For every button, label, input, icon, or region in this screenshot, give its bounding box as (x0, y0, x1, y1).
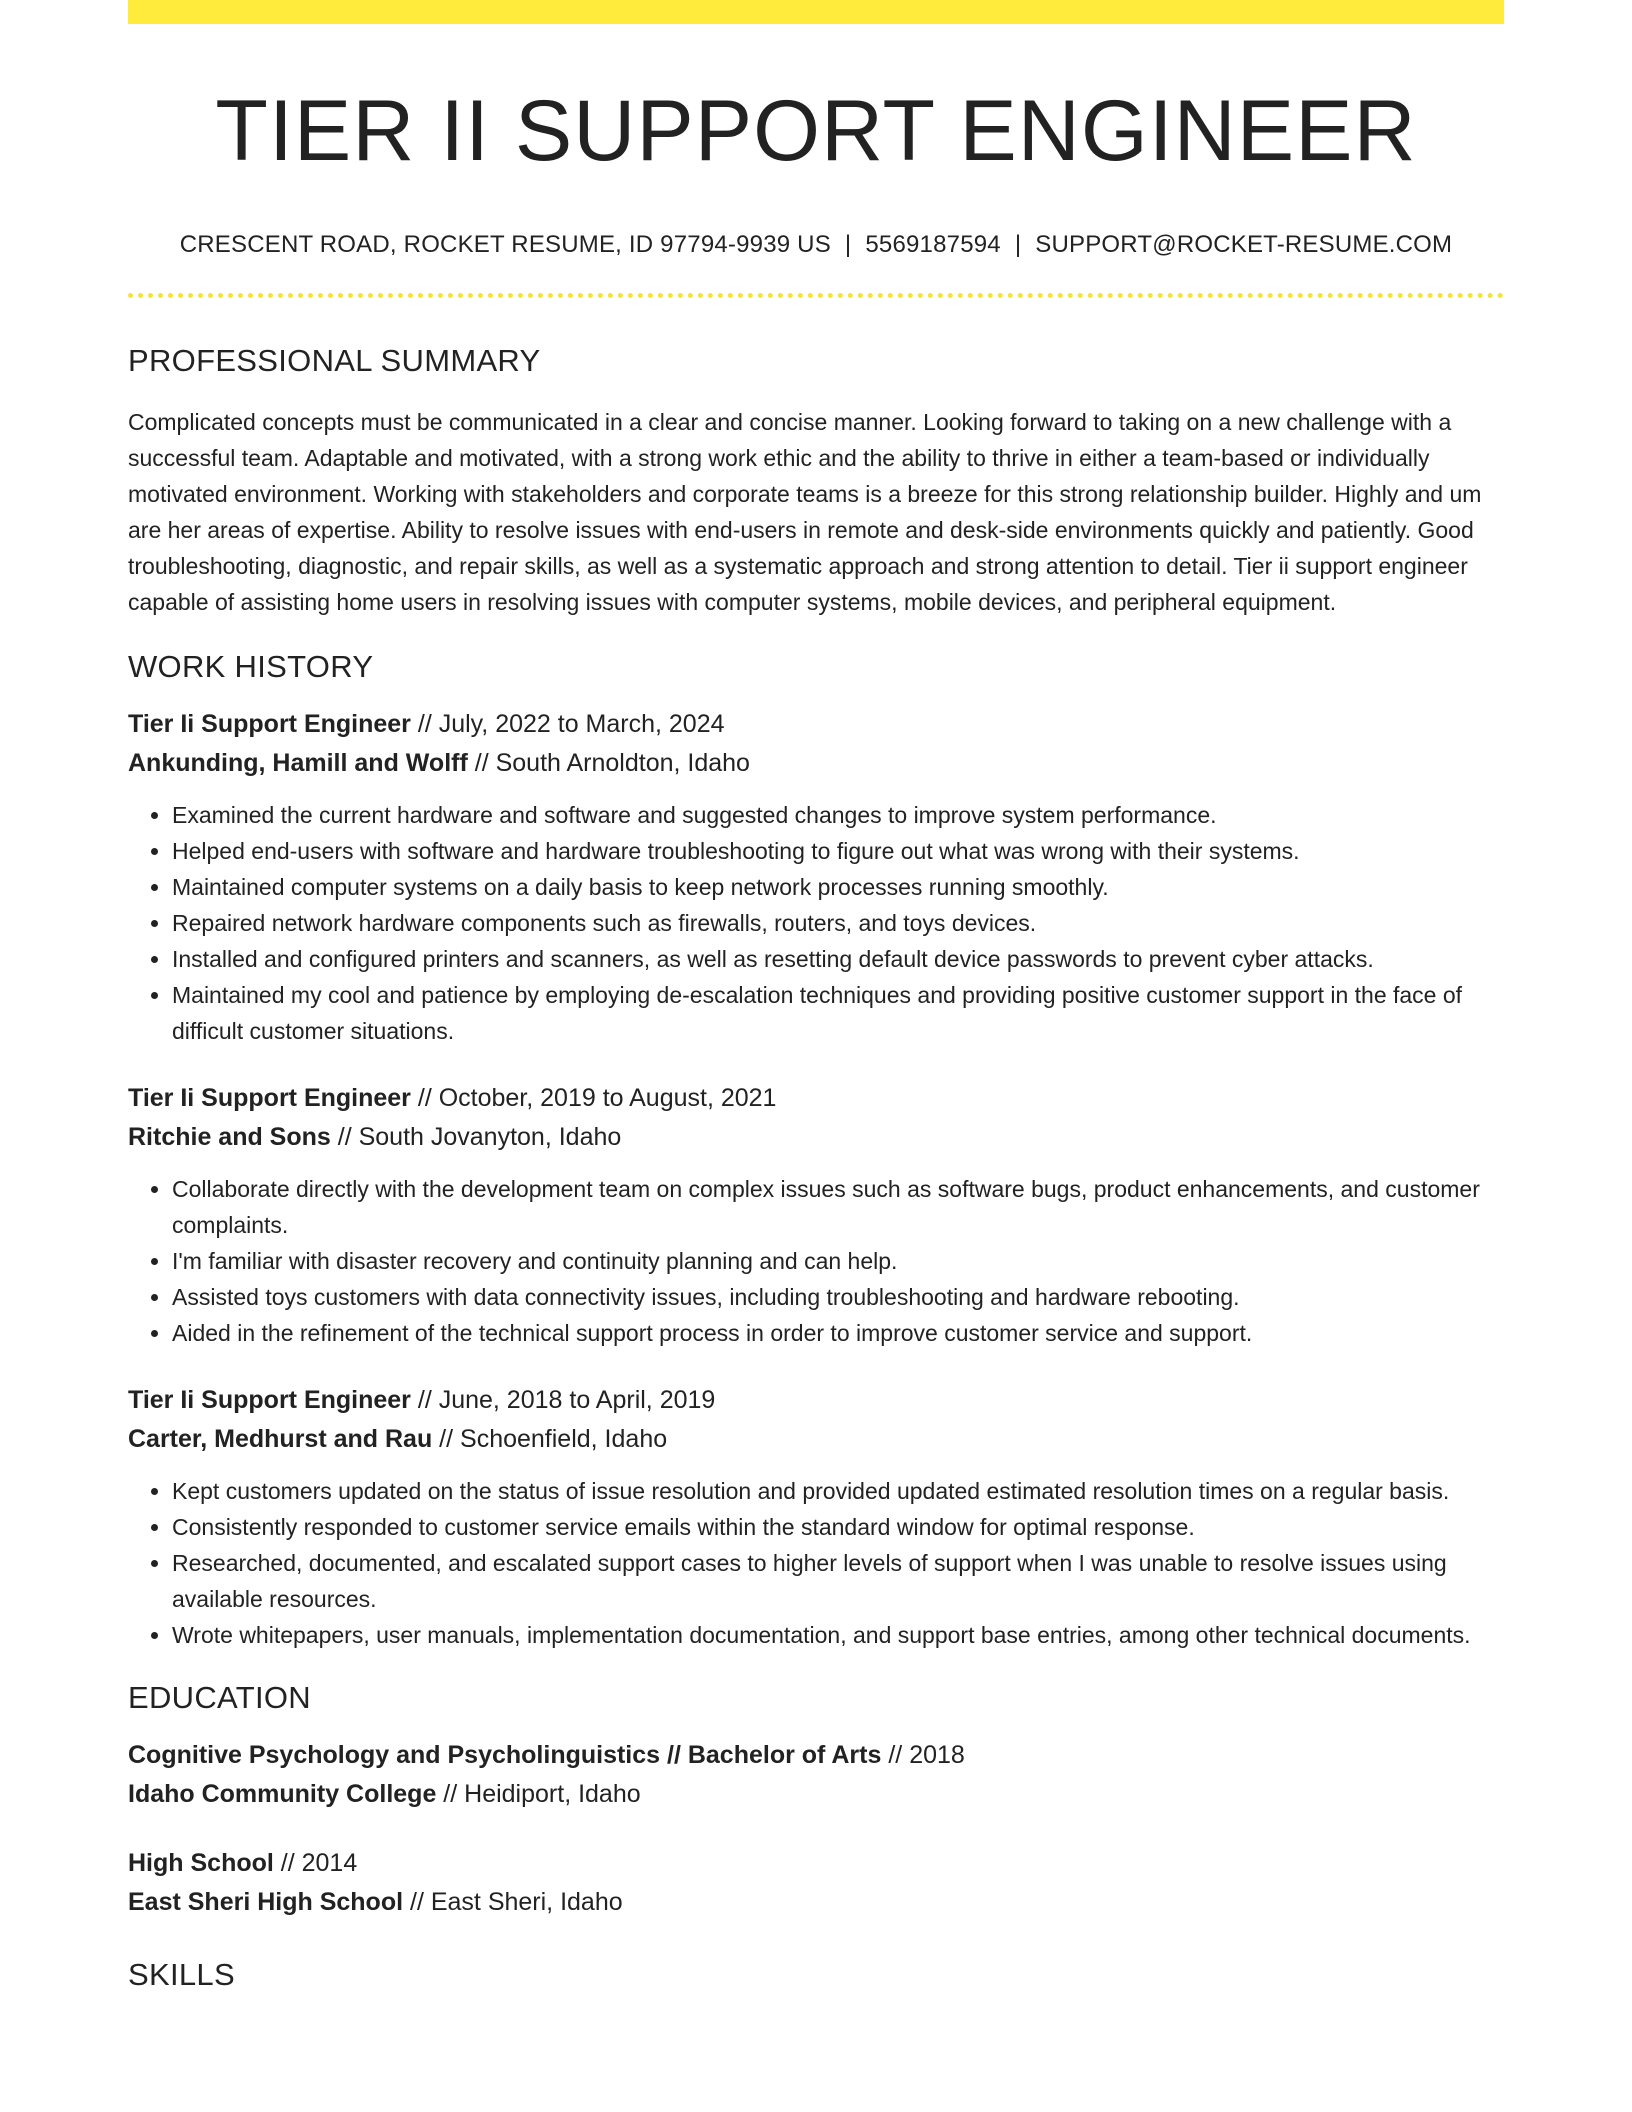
contact-phone: 5569187594 (865, 230, 1001, 258)
job-company-line (128, 1420, 1504, 1459)
education-school-line (128, 1883, 1504, 1922)
job-dates: // October, 2019 to August, 2021 (410, 1083, 777, 1112)
contact-line (128, 231, 1504, 260)
job-title-line (128, 1079, 1504, 1118)
job-entry (128, 1381, 1504, 1653)
job-bullet: • Maintained my cool and patience by employing de-escalation techniques and providing positive customer support in the face of difficult customer situations. (172, 977, 1504, 1049)
education-degree-line (128, 1736, 1504, 1775)
education-school: Idaho Community College (128, 1779, 437, 1808)
contact-separator: | (844, 230, 852, 258)
work-history-heading: WORK HISTORY (128, 648, 374, 684)
job-entry (128, 1079, 1504, 1351)
job-location: // Schoenfield, Idaho (432, 1424, 668, 1453)
job-bullet: • Examined the current hardware and software and suggested changes to improve system performance. (172, 797, 1504, 833)
resume-title: TIER II SUPPORT ENGINEER (215, 83, 1417, 179)
job-bullet: • Wrote whitepapers, user manuals, implementation documentation, and support base entries, among other technical documents. (172, 1617, 1504, 1653)
education-location: // East Sheri, Idaho (403, 1887, 623, 1916)
job-entry (128, 705, 1504, 1049)
job-company: Ritchie and Sons (128, 1122, 331, 1151)
job-company-line (128, 744, 1504, 783)
education-degree-line (128, 1844, 1504, 1883)
contact-separator: | (1014, 230, 1022, 258)
job-title-line (128, 1381, 1504, 1420)
summary-heading: PROFESSIONAL SUMMARY (128, 343, 541, 379)
job-title-line (128, 705, 1504, 744)
job-company: Ankunding, Hamill and Wolff (128, 748, 468, 777)
accent-top-bar (128, 0, 1504, 24)
job-bullet: • Kept customers updated on the status of issue resolution and provided updated estimated resolution times on a regular basis. (172, 1473, 1504, 1509)
job-location: // South Jovanyton, Idaho (330, 1122, 622, 1151)
education-school: East Sheri High School (128, 1887, 404, 1916)
job-bullets (128, 1473, 1504, 1653)
job-bullet: • Repaired network hardware components such as firewalls, routers, and toys devices. (172, 905, 1504, 941)
education-school-line (128, 1775, 1504, 1814)
education-heading: EDUCATION (128, 1679, 311, 1715)
education-year: // 2018 (881, 1740, 965, 1769)
job-location: // South Arnoldton, Idaho (467, 748, 750, 777)
education-location: // Heidiport, Idaho (436, 1779, 641, 1808)
job-company-line (128, 1118, 1504, 1157)
resume-page (128, 0, 1504, 1993)
job-title: Tier Ii Support Engineer (128, 1385, 411, 1414)
job-bullet: • Maintained computer systems on a daily basis to keep network processes running smoothly. (172, 869, 1504, 905)
job-title: Tier Ii Support Engineer (128, 1083, 411, 1112)
job-bullets (128, 797, 1504, 1049)
job-dates: // June, 2018 to April, 2019 (410, 1385, 716, 1414)
skills-heading: SKILLS (128, 1956, 235, 1992)
dotted-divider (128, 293, 1504, 298)
job-bullet: • Consistently responded to customer service emails within the standard window for optimal response. (172, 1509, 1504, 1545)
job-bullet: • I'm familiar with disaster recovery and continuity planning and can help. (172, 1243, 1504, 1279)
job-bullet: • Installed and configured printers and scanners, as well as resetting default device passwords to prevent cyber attacks. (172, 941, 1504, 977)
education-degree: High School (128, 1848, 274, 1877)
education-entry (128, 1844, 1504, 1922)
education-year: // 2014 (273, 1848, 358, 1877)
summary-text: Complicated concepts must be communicated in a clear and concise manner. Looking forward to taking on a new challenge with a successful team. Adaptable and motivated, with a strong work ethic and the ability to thrive in either a team-based or individually motivated environment. Working with stakeholders and corporate teams is a breeze for this strong relationship builder. Highly and um are her areas of expertise. Ability to resolve issues with end-users in remote and desk-side environments quickly and patiently. Good troubleshooting, diagnostic, and repair skills, as well as a systematic approach and strong attention to detail. Tier ii support engineer capable of assisting home users in resolving issues with computer systems, mobile devices, and peripheral equipment. (128, 408, 1482, 615)
contact-address: CRESCENT ROAD, ROCKET RESUME, ID 97794-9939 US (179, 230, 831, 258)
job-company: Carter, Medhurst and Rau (128, 1424, 433, 1453)
contact-email: SUPPORT@ROCKET-RESUME.COM (1035, 230, 1453, 258)
job-dates: // July, 2022 to March, 2024 (410, 709, 725, 738)
job-bullet: • Helped end-users with software and hardware troubleshooting to figure out what was wrong with their systems. (172, 833, 1504, 869)
job-bullet: • Collaborate directly with the development team on complex issues such as software bugs, product enhancements, and customer complaints. (172, 1171, 1504, 1243)
job-bullets (128, 1171, 1504, 1351)
job-bullet: • Aided in the refinement of the technical support process in order to improve customer service and support. (172, 1315, 1504, 1351)
job-title: Tier Ii Support Engineer (128, 709, 411, 738)
job-bullet: • Researched, documented, and escalated support cases to higher levels of support when I was unable to resolve issues using available resources. (172, 1545, 1504, 1617)
job-bullet: • Assisted toys customers with data connectivity issues, including troubleshooting and hardware rebooting. (172, 1279, 1504, 1315)
education-entry (128, 1736, 1504, 1814)
education-degree: Cognitive Psychology and Psycholinguistics // Bachelor of Arts (128, 1740, 882, 1769)
